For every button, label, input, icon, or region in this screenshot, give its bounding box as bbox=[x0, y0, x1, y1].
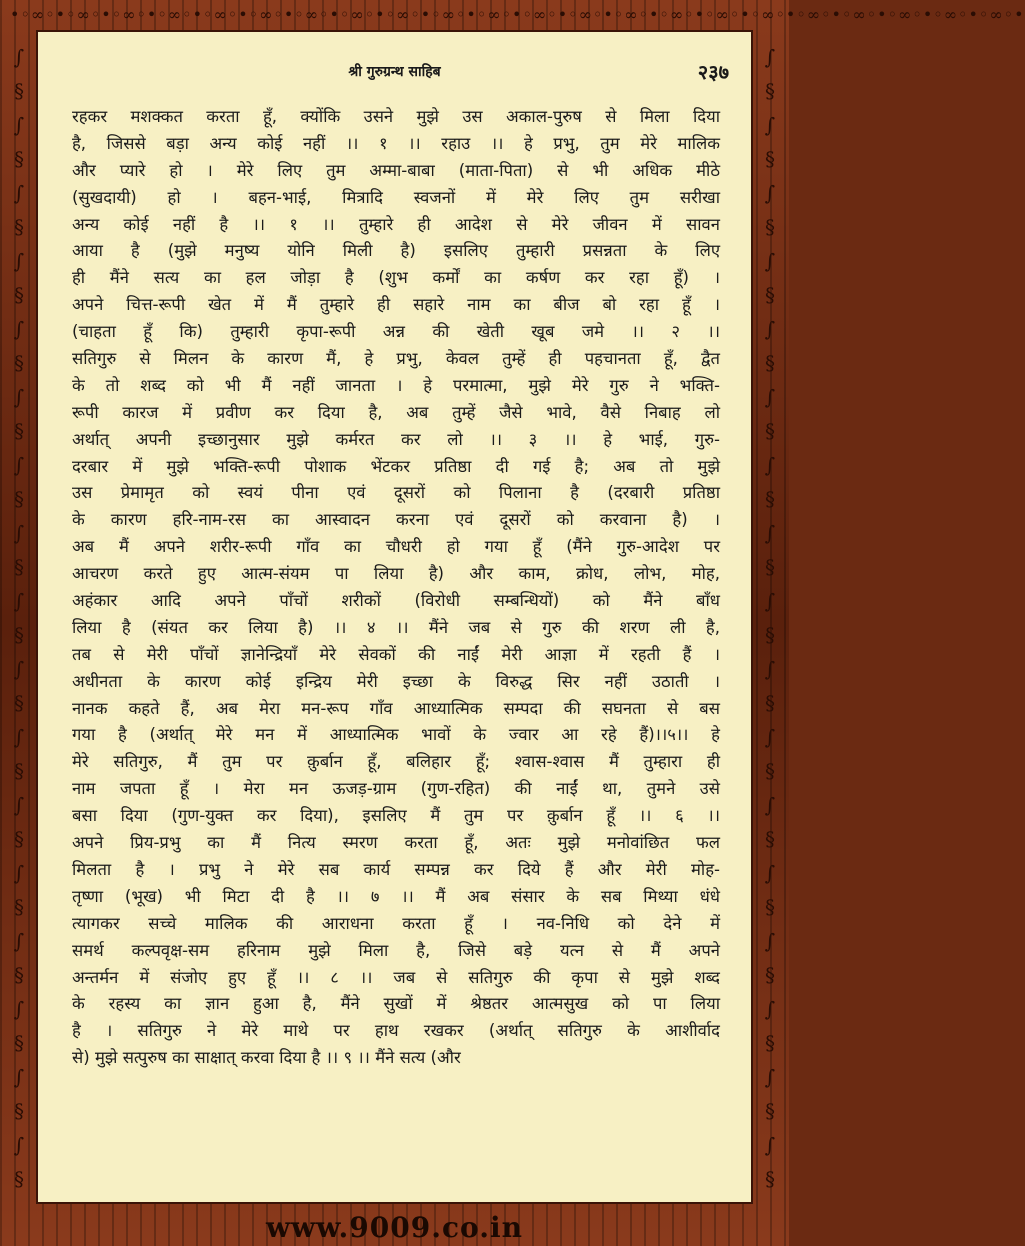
text-line: अब मैं अपने शरीर-रूपी गाँव का चौधरी हो गया हूँ (मैंने गुरु-आदेश पर bbox=[72, 537, 720, 557]
page-footer bbox=[0, 1204, 789, 1246]
text-line: दरबार में मुझे भक्ति-रूपी पोशाक भेंटकर प्रतिष्ठा दी गई है; अब तो मुझे bbox=[72, 456, 720, 476]
text-line: अन्तर्मन में संजोए हुए हूँ ।। ८ ।। जब से सतिगुरु की कृपा से मुझे शब्द bbox=[72, 967, 720, 987]
text-line: और प्यारे हो । मेरे लिए तुम अम्मा-बाबा (माता-पिता) से भी अधिक मीठे bbox=[72, 160, 720, 180]
text-line: गया है (अर्थात् मेरे मन में आध्यात्मिक भावों के ज्वार आ रहे हैं)।।५।। हे bbox=[72, 725, 720, 745]
text-line: है । सतिगुरु ने मेरे माथे पर हाथ रखकर (अर्थात् सतिगुरु के आशीर्वाद bbox=[72, 1021, 720, 1041]
page-header bbox=[36, 56, 753, 90]
website-url: www.9009.co.in bbox=[266, 1211, 523, 1244]
text-line: अपने प्रिय-प्रभु का मैं नित्य स्मरण करता हूँ, अतः मुझे मनोवांछित फल bbox=[72, 833, 720, 853]
text-line: अन्य कोई नहीं है ।। १ ।। तुम्हारे ही आदेश से मेरे जीवन में सावन bbox=[72, 214, 720, 234]
translation-text bbox=[72, 104, 720, 1072]
text-line: से) मुझे सत्पुरुष का साक्षात् करवा दिया है ।। ९ ।। मैंने सत्य (और bbox=[72, 1048, 461, 1068]
text-line: मेरे सतिगुरु, मैं तुम पर क़ुर्बान हूँ, बलिहार हूँ; श्वास-श्वास मैं तुम्हारा ही bbox=[72, 752, 720, 772]
text-line: त्यागकर सच्चे मालिक की आराधना करता हूँ । नव-निधि को देने में bbox=[72, 913, 720, 933]
text-line: अर्थात् अपनी इच्छानुसार मुझे कर्मरत कर लो ।। ३ ।। हे भाई, गुरु- bbox=[72, 429, 720, 449]
text-line: समर्थ कल्पवृक्ष-सम हरिनाम मुझे मिला है, जिसे बड़े यत्न से मैं अपने bbox=[72, 940, 720, 960]
top-ornament-border: •◦∞◦•◦∞◦•◦∞◦•◦∞◦•◦∞◦•◦∞◦•◦∞◦•◦∞◦•◦∞◦•◦∞◦•◦∞◦•◦∞◦•◦∞◦•◦∞◦•◦∞◦•◦∞◦•◦∞◦•◦∞◦•◦∞◦•◦∞◦•◦∞◦•◦∞◦• bbox=[10, 5, 1025, 24]
text-line: आचरण करते हुए आत्म-संयम पा लिया है) और काम, क्रोध, लोभ, मोह, bbox=[72, 564, 720, 584]
text-line: रहकर मशक्कत करता हूँ, क्योंकि उसने मुझे उस अकाल-पुरुष से मिला दिया bbox=[72, 107, 720, 126]
left-ornament-border: ∫ § ∫ § ∫ § ∫ § ∫ § ∫ § ∫ § ∫ § ∫ § ∫ § ∫ § ∫ § ∫ § ∫ § ∫ § ∫ § ∫ § bbox=[13, 45, 25, 1191]
text-line: मिलता है । प्रभु ने मेरे सब कार्य सम्पन्न कर दिये हैं और मेरी मोह- bbox=[72, 859, 720, 879]
text-line: तृष्णा (भूख) भी मिटा दी है ।। ७ ।। मैं अब संसार के सब मिथ्या धंधे bbox=[72, 886, 720, 906]
text-line: नाम जपता हूँ । मेरा मन ऊजड़-ग्राम (गुण-रहित) की नाईं था, तुमने उसे bbox=[72, 779, 720, 799]
text-line: उस प्रेमामृत को स्वयं पीना एवं दूसरों को पिलाना है (दरबारी प्रतिष्ठा bbox=[72, 483, 720, 503]
text-line: अहंकार आदि अपने पाँचों शरीकों (विरोधी सम्बन्धियों) को मैंने बाँध bbox=[72, 591, 720, 611]
page-number: २३७ bbox=[697, 60, 729, 84]
text-line: बसा दिया (गुण-युक्त कर दिया), इसलिए मैं तुम पर क़ुर्बान हूँ ।। ६ ।। bbox=[72, 806, 720, 826]
right-ornament-border: ∫ § ∫ § ∫ § ∫ § ∫ § ∫ § ∫ § ∫ § ∫ § ∫ § ∫ § ∫ § ∫ § ∫ § ∫ § ∫ § ∫ § bbox=[764, 45, 776, 1191]
text-line: (सुखदायी) हो । बहन-भाई, मित्रादि स्वजनों में मेरे लिए तुम सरीखा bbox=[72, 187, 720, 207]
text-line: रूपी कारज में प्रवीण कर दिया है, अब तुम्हें जैसे भावे, वैसे निबाह लो bbox=[72, 402, 720, 422]
text-line: नानक कहते हैं, अब मेरा मन-रूप गाँव आध्यात्मिक सम्पदा की सघनता से बस bbox=[72, 698, 720, 718]
text-line: के कारण हरि-नाम-रस का आस्वादन करना एवं दूसरों को करवाना है) । bbox=[72, 510, 720, 530]
text-line: अधीनता के कारण कोई इन्द्रिय मेरी इच्छा के विरुद्ध सिर नहीं उठाती । bbox=[72, 671, 720, 691]
text-line: तब से मेरी पाँचों ज्ञानेन्द्रियाँ मेरे सेवकों की नाईं मेरी आज्ञा में रहती हैं । bbox=[72, 644, 720, 664]
scripture-page bbox=[36, 30, 753, 1204]
text-line: आया है (मुझे मनुष्य योनि मिली है) इसलिए तुम्हारी प्रसन्नता के लिए bbox=[72, 241, 720, 261]
text-line: ही मैंने सत्य का हल जोड़ा है (शुभ कर्मों का कर्षण कर रहा हूँ) । bbox=[72, 268, 720, 288]
text-line: है, जिससे बड़ा अन्य कोई नहीं ।। १ ।। रहाउ ।। हे प्रभु, तुम मेरे मालिक bbox=[72, 133, 720, 153]
text-line: लिया है (संयत कर लिया है) ।। ४ ।। मैंने जब से गुरु की शरण ली है, bbox=[72, 617, 720, 637]
text-line: के रहस्य का ज्ञान हुआ है, मैंने सुखों में श्रेष्ठतर आत्मसुख को पा लिया bbox=[72, 994, 720, 1014]
text-line: के तो शब्द को भी मैं नहीं जानता । हे परमात्मा, मुझे मेरे गुरु ने भक्ति- bbox=[72, 375, 720, 395]
text-line: अपने चित्त-रूपी खेत में मैं तुम्हारे ही सहारे नाम का बीज बो रहा हूँ । bbox=[72, 295, 720, 315]
text-line: सतिगुरु से मिलन के कारण मैं, हे प्रभु, केवल तुम्हें ही पहचानता हूँ, द्वैत bbox=[72, 349, 720, 369]
running-title: श्री गुरुग्रन्थ साहिब bbox=[348, 64, 441, 80]
text-line: (चाहता हूँ कि) तुम्हारी कृपा-रूपी अन्न की खेती खूब जमे ।। २ ।। bbox=[72, 322, 720, 342]
